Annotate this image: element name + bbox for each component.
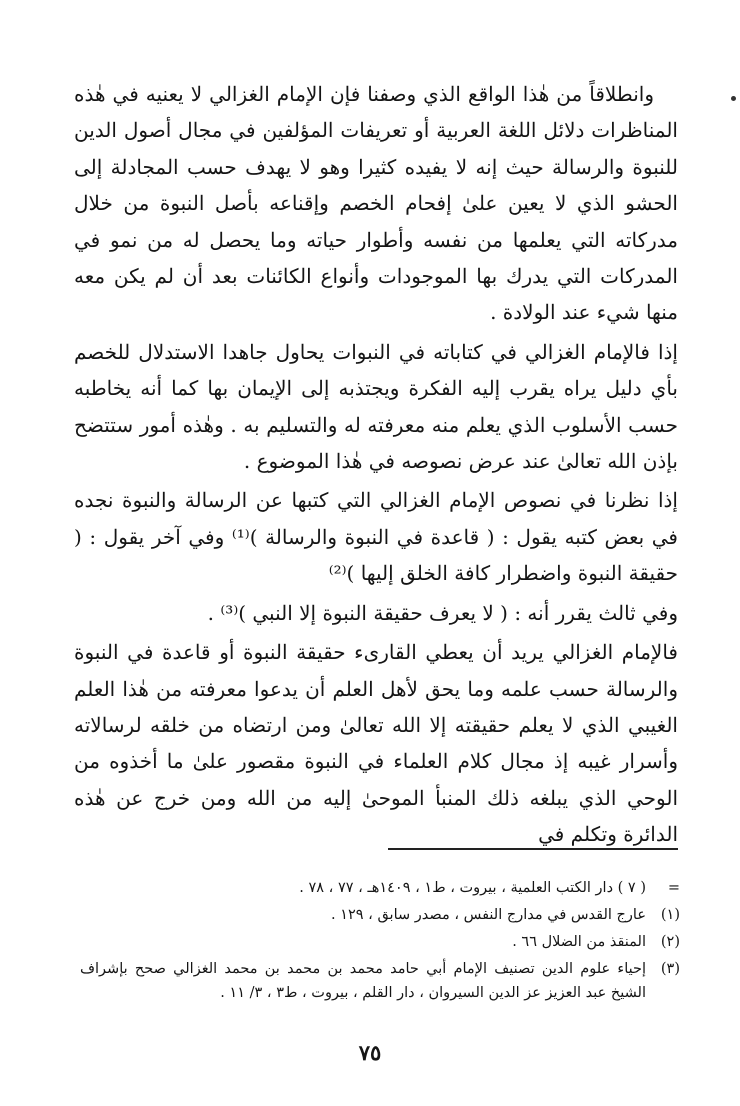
footnote (80, 930, 680, 954)
paragraph: إذا نظرنا في نصوص الإمام الغزالي التي كتبها عن الرسالة والنبوة نجده في بعض كتبه يقول : ( قاعدة في النبوة والرسالة )⁽¹⁾ وفي آخر يقول : ( حقيقة النبوة واضطرار كافة الخلق إليها )⁽²⁾ (74, 488, 678, 586)
footnote-marker: (١) (660, 907, 680, 923)
footnote-marker: = (667, 880, 680, 896)
footnote-separator (388, 848, 678, 850)
footnote (80, 876, 680, 900)
footnote-marker: (٣) (660, 961, 680, 977)
footnote-marker: (٢) (660, 934, 680, 950)
footnote-text: المنقذ من الضلال ٦٦ . (512, 934, 646, 950)
paragraph: فالإمام الغزالي يريد أن يعطي القارىء حقيقة النبوة أو قاعدة في النبوة والرسالة حسب علمه وما يحق لأهل العلم أن يدعوا معرفته من هٰذا العلم الغيبي الذي لا يعلم حقيقته إلا الله تعالىٰ ومن ارتضاه من خلقه لرسالاته وأسرار غيبه إذ مجال كلام العلماء في النبوة مقصور علىٰ ما أخذوه من الوحي الذي يبلغه ذلك المنبأ الموحىٰ إليه من الله ومن خرج عن هٰذه الدائرة وتكلم في (74, 640, 678, 847)
main-text (74, 76, 678, 853)
paragraph: وفي ثالث يقرر أنه : ( لا يعرف حقيقة النبوة إلا النبي )⁽³⁾ . (207, 600, 678, 625)
footnote (80, 903, 680, 927)
paragraph: إذا فالإمام الغزالي في كتاباته في النبوات يحاول جاهدا الاستدلال للخصم بأي دليل يراه يقرب إليه الفكرة ويجتذبه إلى الإيمان بها كما أنه يخاطبه حسب الأسلوب الذي يعلم منه معرفته له والتسليم به . وهٰذه أمور ستتضح بإذن الله تعالىٰ عند عرض نصوصه في هٰذا الموضوع . (74, 339, 678, 474)
margin-mark (731, 96, 736, 101)
footnote (80, 957, 680, 1005)
page-number: ٧٥ (358, 1040, 382, 1065)
footnote-text: ( ٧ ) دار الكتب العلمية ، بيروت ، ط١ ، ١٤٠٩هـ ، ٧٧ ، ٧٨ . (299, 880, 646, 896)
footnote-text: إحياء علوم الدين تصنيف الإمام أبي حامد محمد بن محمد بن محمد الغزالي صحح بإشراف الشيخ عبد العزيز عز الدين السيروان ، دار القلم ، بيروت ، ط٣ ، ٣/ ١١ . (80, 961, 646, 1001)
footnote-text: عارج القدس في مدارج النفس ، مصدر سابق ، ١٢٩ . (330, 907, 646, 923)
paragraph: وانطلاقاً من هٰذا الواقع الذي وصفنا فإن الإمام الغزالي لا يعنيه في هٰذه المناظرات دلائل اللغة العربية أو تعريفات المؤلفين في مجال أصول الدين للنبوة والرسالة حيث إنه لا يفيده كثيرا وهو لا يهدف حسب المجادلة إلى الحشو الذي لا يعين علىٰ إفحام الخصم وإقناعه بأصل النبوة من خلال مدركاته التي يعلمها من نفسه وأطوار حياته وما يحصل له من نمو في المدركات التي يدرك بها الموجودات وأنواع الكائنات بعد أن لم يكن معه منها شيء عند الولادة . (74, 82, 678, 325)
footnotes (80, 876, 680, 1008)
